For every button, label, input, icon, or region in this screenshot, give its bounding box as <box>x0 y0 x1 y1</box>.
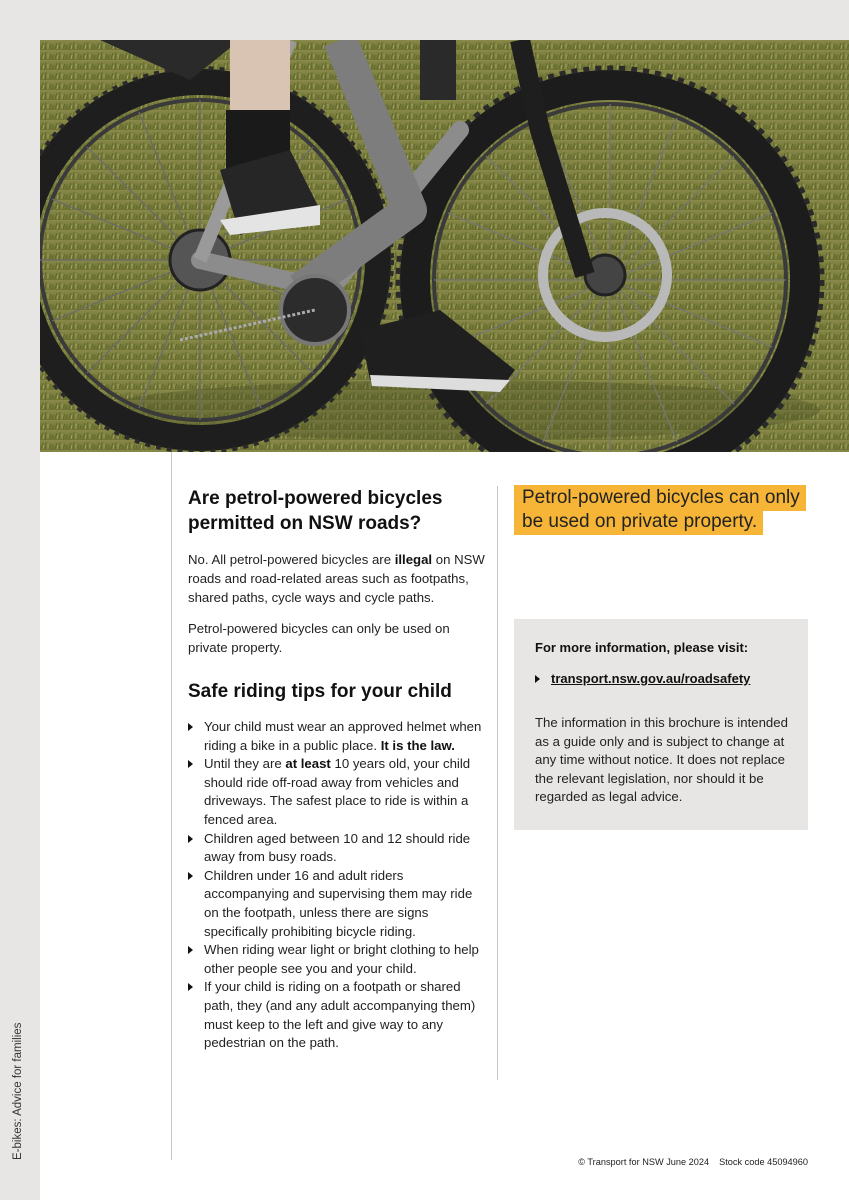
list-item: Children aged between 10 and 12 should ride away from busy roads. <box>188 830 488 867</box>
copyright-notice: © Transport for NSW June 2024 <box>578 1157 710 1167</box>
list-item: Children under 16 and adult riders accompanying and supervising them may ride on the footpath, unless there are signs specifically prohibiting bicycle riding. <box>188 867 488 941</box>
more-information-box <box>514 619 808 830</box>
hero-photo <box>40 40 849 452</box>
footer <box>578 1157 808 1167</box>
safe-riding-tips-list <box>188 718 488 1053</box>
bullet-arrow-icon <box>188 760 193 768</box>
list-item: If your child is riding on a footpath or shared path, they (and any adult accompanying them) must keep to the left and give way to any pedestrian on the path. <box>188 978 488 1052</box>
emphasis-illegal: illegal <box>394 552 433 567</box>
column-divider-rule <box>497 486 498 1080</box>
private-property-paragraph: Petrol-powered bicycles can only be used on private property. <box>188 621 450 655</box>
side-running-title: E-bikes: Advice for families <box>12 1022 24 1160</box>
list-item: Until they are at least 10 years old, your child should ride off-road away from vehicles and driveways. The safest place to ride is within a fenced area. <box>188 755 488 829</box>
highlight-callout <box>514 486 814 534</box>
bullet-arrow-icon <box>188 872 193 880</box>
stock-code: Stock code 45094960 <box>719 1157 808 1167</box>
link-arrow-icon <box>535 675 540 683</box>
section-heading-safe-riding-tips: Safe riding tips for your child <box>188 681 452 702</box>
left-column-rule <box>171 452 172 1160</box>
bullet-arrow-icon <box>188 723 193 731</box>
petrol-bicycles-paragraph: No. All petrol-powered bicycles are illegal on NSW roads and road-related areas such as footpaths, shared paths, cycle ways and cycle paths. <box>188 552 485 605</box>
main-column <box>188 486 488 1053</box>
top-band <box>0 0 849 40</box>
bullet-arrow-icon <box>188 983 193 991</box>
bullet-arrow-icon <box>188 946 193 954</box>
bullet-arrow-icon <box>188 835 193 843</box>
section-heading-petrol-bicycles: Are petrol-powered bicycles permitted on NSW roads? <box>188 488 443 534</box>
info-box-heading: For more information, please visit: <box>535 640 749 655</box>
list-item: When riding wear light or bright clothing to help other people see you and your child. <box>188 941 488 978</box>
roadsafety-link[interactable]: transport.nsw.gov.au/roadsafety <box>535 670 788 688</box>
callout-text: Petrol-powered bicycles can only be used on private property. <box>514 485 806 535</box>
disclaimer-text: The information in this brochure is intended as a guide only and is subject to change at any time without notice. It does not replace the relevant legislation, nor should it be regarded as legal advice. <box>535 715 788 805</box>
list-item: Your child must wear an approved helmet when riding a bike in a public place. It is the law. <box>188 718 488 755</box>
